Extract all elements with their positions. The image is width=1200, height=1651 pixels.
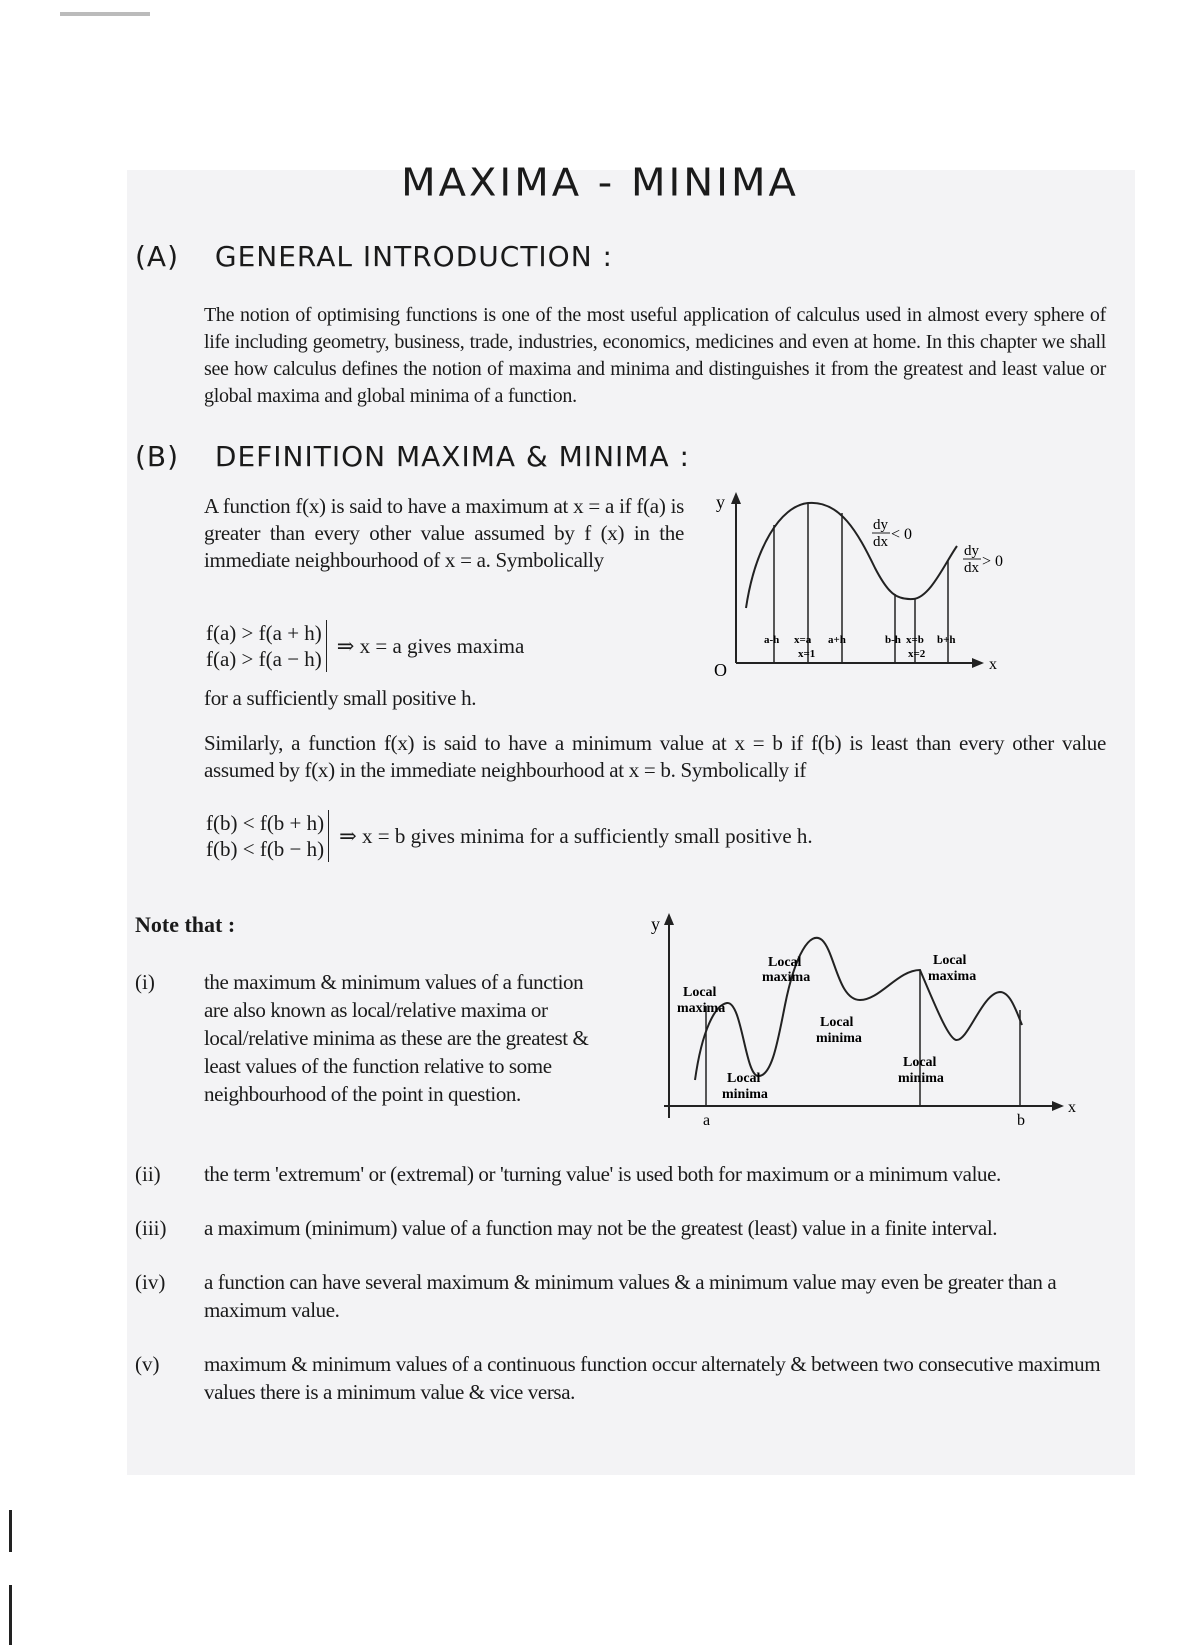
annotation-local: Local <box>820 1015 854 1030</box>
sub-label: x=2 <box>908 648 926 660</box>
maxima-inequalities <box>206 620 327 672</box>
min-inequality-2: f(b) < f(b − h) <box>206 837 325 861</box>
y-axis-arrow <box>664 913 674 925</box>
tick-label: x=b <box>906 634 924 646</box>
annotation-local: Local <box>768 955 802 970</box>
note-item-text: a function can have several maximum & minimum values & a minimum value may even be greater than a maximum value. <box>204 1270 1057 1322</box>
origin-label: O <box>714 660 727 680</box>
minima-result: ⇒ x = b gives minima for a sufficiently small positive h. <box>339 823 813 848</box>
tick-label: b-h <box>885 634 901 646</box>
maxima-footer: for a sufficiently small positive h. <box>204 686 477 710</box>
y-axis-label: y <box>651 914 660 934</box>
y-axis-label: y <box>716 492 725 512</box>
annotation-maxima: maxima <box>928 969 977 984</box>
item-number: (iii) <box>135 1216 167 1240</box>
slope-numerator: dy <box>964 543 979 559</box>
note-item-text: a maximum (minimum) value of a function may not be the greatest (least) value in a finite interval. <box>204 1216 998 1240</box>
curve <box>695 938 1022 1080</box>
annotation-minima: minima <box>722 1087 768 1102</box>
section-b-label: (B) <box>135 440 180 473</box>
tick-label: x=a <box>794 634 812 646</box>
annotation-maxima: maxima <box>677 1001 726 1016</box>
annotation-minima: minima <box>816 1031 862 1046</box>
scan-mark <box>9 1510 12 1552</box>
sub-label: x=1 <box>798 648 816 660</box>
x-axis-label: x <box>989 656 997 673</box>
min-inequality-1: f(b) < f(b + h) <box>206 811 325 835</box>
note-item-text: the term 'extremum' or (extremal) or 'turning value' is used both for maximum or a minimum value. <box>204 1162 1001 1186</box>
maximum-definition: A function f(x) is said to have a maximum at x = a if f(a) is greater than every other value assumed by f (x) in the immediate neighbourhood of x = a. Symbolically <box>204 494 684 572</box>
local-extrema-graph <box>650 910 1080 1132</box>
annotation-local: Local <box>933 953 967 968</box>
annotation-maxima: maxima <box>762 970 811 985</box>
slope-numerator: dy <box>873 517 888 533</box>
minima-condition <box>206 810 813 862</box>
maxima-minima-graph <box>710 488 1040 700</box>
slope-denominator: dx <box>964 560 979 576</box>
max-inequality-2: f(a) > f(a − h) <box>206 647 322 671</box>
point-b-label: b <box>1017 1112 1025 1129</box>
item-number: (iv) <box>135 1270 166 1294</box>
x-axis-arrow <box>972 658 984 668</box>
note-item-text: the maximum & minimum values of a function are also known as local/relative maxima or local/relative minima as these are the greatest & least values of the function relative to some neighbourhood of the point in question. <box>204 970 589 1106</box>
annotation-local: Local <box>903 1055 937 1070</box>
item-number: (i) <box>135 970 155 994</box>
slope-denominator: dx <box>873 534 888 550</box>
tick-label: b+h <box>937 634 956 646</box>
section-a-title: GENERAL INTRODUCTION : <box>214 240 613 273</box>
tick-label: a+h <box>828 634 846 646</box>
minimum-definition: Similarly, a function f(x) is said to have a minimum value at x = b if f(b) is least than every other value assumed by f(x) in the immediate neighbourhood at x = b. Symbolically if <box>204 731 1106 782</box>
annotation-minima: minima <box>898 1071 944 1086</box>
section-b-heading <box>135 440 690 473</box>
slope-relation: > 0 <box>982 553 1004 570</box>
x-axis-arrow <box>1052 1101 1064 1111</box>
annotation-local: Local <box>727 1071 761 1086</box>
max-inequality-1: f(a) > f(a + h) <box>206 621 322 645</box>
section-a-heading <box>135 240 613 273</box>
tick-label: a-h <box>764 634 780 646</box>
scan-mark <box>60 12 150 16</box>
point-a-label: a <box>703 1112 711 1129</box>
note-heading: Note that : <box>135 912 236 937</box>
y-axis-arrow <box>731 492 741 504</box>
note-item-text: maximum & minimum values of a continuous function occur alternately & between two consecutive maximum values there is a minimum value & vice versa. <box>204 1352 1101 1404</box>
maxima-result: ⇒ x = a gives maxima <box>336 633 525 658</box>
item-number: (v) <box>135 1352 160 1376</box>
scan-mark <box>9 1585 12 1645</box>
section-b-title: DEFINITION MAXIMA & MINIMA : <box>214 440 690 473</box>
curve <box>746 503 957 608</box>
item-number: (ii) <box>135 1162 161 1186</box>
x-axis-label: x <box>1068 1099 1076 1116</box>
intro-paragraph: The notion of optimising functions is one of the most useful application of calculus used in almost every sphere of life including geometry, business, trade, industries, economics, medicines and even at home. In this chapter we shall see how calculus defines the notion of maxima and minima and distinguishes it from the greatest and least value or global maxima and global minima of a function. <box>204 304 1106 407</box>
minima-inequalities <box>206 810 329 862</box>
maxima-condition <box>206 620 524 672</box>
section-a-label: (A) <box>135 240 180 273</box>
slope-relation: < 0 <box>891 526 913 543</box>
annotation-local: Local <box>683 985 717 1000</box>
page-title: MAXIMA - MINIMA <box>401 161 799 205</box>
